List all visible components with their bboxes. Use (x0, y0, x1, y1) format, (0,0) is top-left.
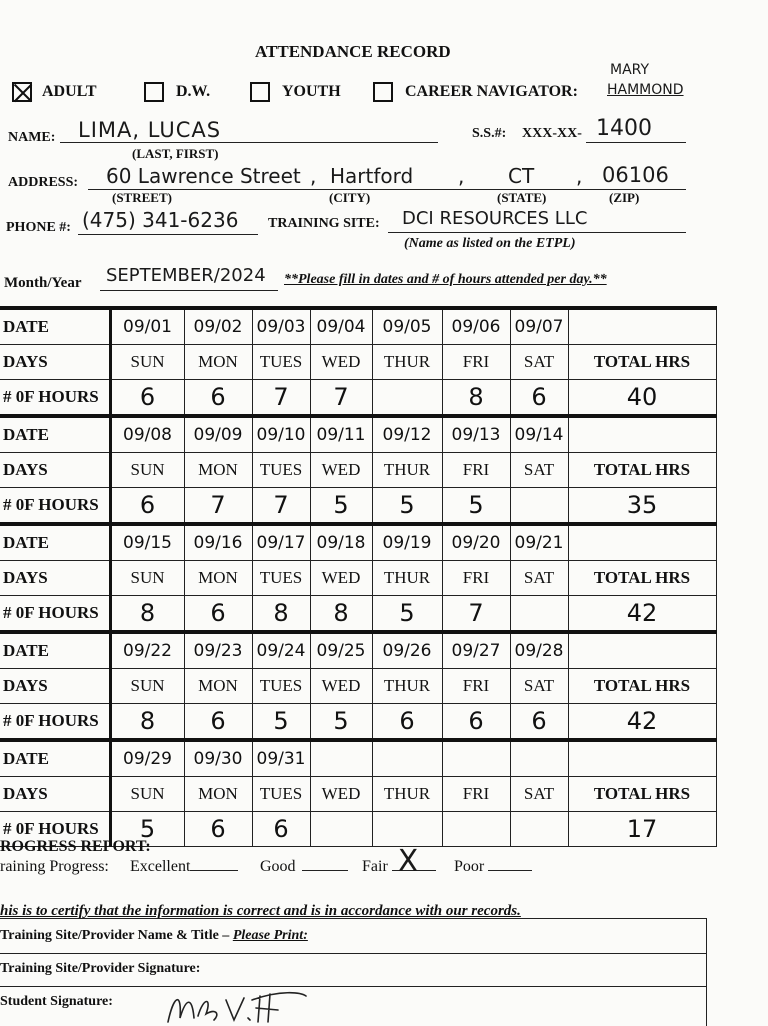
day-name-cell: FRI (442, 669, 510, 704)
day-name-cell: SAT (510, 345, 568, 380)
week-3-days-row (0, 561, 716, 596)
phone-value: (475) 341-6236 (82, 208, 239, 232)
week-1-hours-row (0, 380, 716, 417)
week-4-hours-row (0, 704, 716, 741)
hours-cell[interactable]: 6 (184, 596, 252, 633)
fair-selected-mark: X (397, 844, 419, 879)
dw-checkbox-group[interactable] (144, 82, 210, 102)
hours-cell[interactable]: 6 (184, 380, 252, 417)
day-name-cell: FRI (442, 561, 510, 596)
street-sublabel: (STREET) (112, 190, 172, 205)
day-name-cell: FRI (442, 453, 510, 488)
date-cell[interactable]: 09/27 (442, 632, 510, 669)
day-name-cell: TUES (252, 561, 310, 596)
progress-option-good[interactable] (260, 858, 348, 876)
date-row-label: DATE (0, 740, 110, 777)
date-row-label: DATE (0, 416, 110, 453)
week-3-date-row (0, 524, 716, 561)
days-row-label: DAYS (0, 561, 110, 596)
hours-cell[interactable]: 8 (310, 596, 372, 633)
name-field[interactable] (60, 116, 438, 143)
week-3-hours-row (0, 596, 716, 633)
ssn-field[interactable] (586, 116, 686, 143)
week-5-date-row (0, 740, 716, 777)
day-name-cell: SUN (110, 777, 184, 812)
hours-cell[interactable]: 6 (184, 704, 252, 741)
provider-signature-label: Training Site/Provider Signature: (0, 961, 201, 976)
hours-cell[interactable]: 6 (110, 380, 184, 417)
hours-cell[interactable]: 5 (110, 812, 184, 847)
week-total-hours-cell[interactable]: 42 (568, 704, 716, 741)
address-street: 60 Lawrence Street (106, 164, 301, 188)
date-cell[interactable]: 09/29 (110, 740, 184, 777)
day-name-cell: TUES (252, 345, 310, 380)
date-cell[interactable]: 09/25 (310, 632, 372, 669)
fair-label: Fair (362, 858, 388, 875)
address-field[interactable]: 60 Lawrence Street , Hartford , CT , 06106 (88, 163, 686, 190)
zip-sublabel: (ZIP) (609, 190, 640, 205)
hours-cell[interactable]: 7 (310, 380, 372, 417)
date-cell[interactable]: 09/22 (110, 632, 184, 669)
career-navigator-checkbox-group[interactable] (373, 82, 578, 102)
day-name-cell: SUN (110, 345, 184, 380)
date-cell[interactable]: 09/14 (510, 416, 568, 453)
day-name-cell: WED (310, 777, 372, 812)
date-total-blank-cell (568, 308, 716, 345)
hours-cell[interactable]: 6 (442, 704, 510, 741)
hours-cell[interactable]: 6 (252, 812, 310, 847)
date-total-blank-cell (568, 524, 716, 561)
day-name-cell: MON (184, 345, 252, 380)
page-title: ATTENDANCE RECORD (255, 42, 451, 61)
hours-cell[interactable]: 8 (110, 596, 184, 633)
date-cell[interactable]: 09/03 (252, 308, 310, 345)
student-signature-label: Student Signature: (0, 994, 113, 1009)
total-hrs-header: TOTAL HRS (568, 561, 716, 596)
ssn-prefix: XXX-XX- (522, 126, 582, 141)
date-cell[interactable]: 09/05 (372, 308, 442, 345)
attendance-table (0, 306, 717, 847)
week-total-hours-cell[interactable]: 35 (568, 488, 716, 525)
date-cell[interactable]: 09/06 (442, 308, 510, 345)
week-total-hours-cell[interactable]: 42 (568, 596, 716, 633)
day-name-cell: MON (184, 669, 252, 704)
day-name-cell: SAT (510, 561, 568, 596)
career-navigator-checkbox[interactable] (373, 82, 393, 102)
hours-cell[interactable]: 5 (372, 596, 442, 633)
youth-label: YOUTH (282, 82, 341, 100)
provider-name-title-field[interactable] (0, 918, 707, 954)
name-value: LIMA, LUCAS (78, 118, 222, 142)
hours-row-label: # 0F HOURS (0, 704, 110, 741)
address-label: ADDRESS: (8, 175, 79, 190)
progress-option-fair[interactable] (362, 844, 436, 879)
student-signature-field[interactable] (0, 986, 707, 1026)
date-cell[interactable]: 09/12 (372, 416, 442, 453)
training-site-sublabel: (Name as listed on the ETPL) (404, 236, 576, 251)
career-navigator-label: CAREER NAVIGATOR: (405, 82, 578, 100)
date-cell[interactable]: 09/24 (252, 632, 310, 669)
hours-cell[interactable]: 6 (372, 704, 442, 741)
month-year-field[interactable] (100, 264, 278, 291)
date-cell[interactable]: 09/07 (510, 308, 568, 345)
day-name-cell: WED (310, 345, 372, 380)
date-total-blank-cell (568, 740, 716, 777)
day-name-cell: MON (184, 777, 252, 812)
student-signature-scribble (160, 988, 310, 1026)
day-name-cell: SUN (110, 561, 184, 596)
date-cell[interactable]: 09/13 (442, 416, 510, 453)
provider-name-title-label: Training Site/Provider Name & Title – Please Print: (0, 928, 308, 943)
hours-cell[interactable] (372, 812, 442, 847)
day-name-cell: MON (184, 453, 252, 488)
address-state: CT (508, 164, 535, 188)
hours-row-label: # 0F HOURS (0, 812, 110, 847)
hours-cell[interactable]: 7 (442, 596, 510, 633)
ssn-value: 1400 (596, 116, 652, 141)
week-2-date-row (0, 416, 716, 453)
youth-checkbox-group[interactable] (250, 82, 341, 102)
date-cell[interactable] (510, 740, 568, 777)
hours-cell[interactable]: 6 (510, 704, 568, 741)
week-2-hours-row (0, 488, 716, 525)
date-cell[interactable]: 09/28 (510, 632, 568, 669)
dw-label: D.W. (176, 82, 211, 100)
date-cell[interactable] (372, 740, 442, 777)
week-4-date-row (0, 632, 716, 669)
hours-cell[interactable] (372, 380, 442, 417)
date-cell[interactable]: 09/09 (184, 416, 252, 453)
certification-statement: his is to certify that the information is correct and is in accordance with our records. (0, 903, 521, 919)
week-1-date-row (0, 308, 716, 345)
month-year-label: Month/Year (4, 275, 82, 291)
month-year-value: SEPTEMBER/2024 (106, 265, 266, 286)
address-zip: 06106 (602, 163, 669, 187)
hours-cell[interactable]: 6 (110, 488, 184, 525)
date-cell[interactable]: 09/01 (110, 308, 184, 345)
days-row-label: DAYS (0, 669, 110, 704)
day-name-cell: THUR (372, 453, 442, 488)
day-name-cell: TUES (252, 453, 310, 488)
hours-row-label: # 0F HOURS (0, 380, 110, 417)
hours-cell[interactable]: 5 (372, 488, 442, 525)
hours-row-label: # 0F HOURS (0, 488, 110, 525)
date-cell[interactable]: 09/30 (184, 740, 252, 777)
days-row-label: DAYS (0, 345, 110, 380)
address-city: Hartford (330, 164, 414, 188)
week-4-days-row (0, 669, 716, 704)
day-name-cell: SAT (510, 777, 568, 812)
hours-cell[interactable] (442, 812, 510, 847)
phone-label: PHONE #: (6, 220, 71, 235)
day-name-cell: SAT (510, 453, 568, 488)
hours-cell[interactable] (510, 812, 568, 847)
date-row-label: DATE (0, 632, 110, 669)
hours-cell[interactable]: 8 (110, 704, 184, 741)
date-cell[interactable]: 09/15 (110, 524, 184, 561)
date-cell[interactable]: 09/04 (310, 308, 372, 345)
hours-cell[interactable]: 8 (442, 380, 510, 417)
day-name-cell: SAT (510, 669, 568, 704)
progress-option-poor[interactable] (454, 858, 532, 876)
hours-cell[interactable] (310, 812, 372, 847)
date-row-label: DATE (0, 524, 110, 561)
provider-signature-field[interactable] (0, 952, 707, 987)
dw-checkbox[interactable] (144, 82, 164, 102)
hours-cell[interactable] (510, 488, 568, 525)
training-site-label: TRAINING SITE: (268, 216, 380, 231)
date-cell[interactable]: 09/10 (252, 416, 310, 453)
career-navigator-last-name: HAMMOND (607, 82, 684, 98)
week-5-days-row (0, 777, 716, 812)
good-label: Good (260, 858, 296, 875)
total-hrs-header: TOTAL HRS (568, 777, 716, 812)
hours-cell[interactable]: 7 (252, 488, 310, 525)
day-name-cell: THUR (372, 669, 442, 704)
day-name-cell: TUES (252, 669, 310, 704)
adult-checkbox[interactable] (12, 82, 32, 102)
day-name-cell: FRI (442, 345, 510, 380)
hours-cell[interactable] (510, 596, 568, 633)
day-name-cell: WED (310, 453, 372, 488)
hours-cell[interactable]: 6 (184, 812, 252, 847)
day-name-cell: SUN (110, 453, 184, 488)
date-cell[interactable] (310, 740, 372, 777)
hours-row-label: # 0F HOURS (0, 596, 110, 633)
day-name-cell: THUR (372, 561, 442, 596)
hours-cell[interactable]: 5 (310, 488, 372, 525)
training-site-value: DCI RESOURCES LLC (402, 208, 588, 229)
day-name-cell: WED (310, 561, 372, 596)
hours-cell[interactable]: 6 (510, 380, 568, 417)
day-name-cell: THUR (372, 777, 442, 812)
date-cell[interactable]: 09/18 (310, 524, 372, 561)
adult-label: ADULT (42, 82, 97, 100)
progress-report-heading: ROGRESS REPORT: (0, 838, 151, 855)
date-total-blank-cell (568, 416, 716, 453)
days-row-label: DAYS (0, 777, 110, 812)
date-cell[interactable]: 09/19 (372, 524, 442, 561)
date-cell[interactable]: 09/23 (184, 632, 252, 669)
career-navigator-first-name: MARY (610, 62, 650, 78)
adult-checkbox-group[interactable] (12, 82, 97, 102)
total-hrs-header: TOTAL HRS (568, 345, 716, 380)
date-cell[interactable]: 09/08 (110, 416, 184, 453)
days-row-label: DAYS (0, 453, 110, 488)
ssn-label: S.S.#: (472, 126, 507, 141)
week-total-hours-cell[interactable]: 17 (568, 812, 716, 847)
training-progress-label: raining Progress: (0, 858, 109, 875)
date-cell[interactable]: 09/17 (252, 524, 310, 561)
hours-cell[interactable]: 5 (310, 704, 372, 741)
name-label: NAME: (8, 130, 56, 145)
instructions: **Please fill in dates and # of hours attended per day.** (284, 272, 607, 287)
state-sublabel: (STATE) (497, 190, 547, 205)
date-cell[interactable] (442, 740, 510, 777)
phone-field[interactable] (78, 208, 258, 235)
youth-checkbox[interactable] (250, 82, 270, 102)
date-cell[interactable]: 09/21 (510, 524, 568, 561)
day-name-cell: FRI (442, 777, 510, 812)
total-hrs-header: TOTAL HRS (568, 669, 716, 704)
training-site-field[interactable] (388, 206, 686, 233)
date-total-blank-cell (568, 632, 716, 669)
hours-cell[interactable]: 5 (442, 488, 510, 525)
day-name-cell: MON (184, 561, 252, 596)
excellent-label: Excellent (130, 858, 191, 875)
date-cell[interactable]: 09/02 (184, 308, 252, 345)
date-cell[interactable]: 09/20 (442, 524, 510, 561)
hours-cell[interactable]: 7 (252, 380, 310, 417)
week-1-days-row (0, 345, 716, 380)
progress-option-excellent[interactable] (130, 858, 238, 876)
hours-cell[interactable]: 8 (252, 596, 310, 633)
day-name-cell: SUN (110, 669, 184, 704)
hours-cell[interactable]: 5 (252, 704, 310, 741)
day-name-cell: THUR (372, 345, 442, 380)
date-cell[interactable]: 09/26 (372, 632, 442, 669)
date-cell[interactable]: 09/11 (310, 416, 372, 453)
day-name-cell: TUES (252, 777, 310, 812)
date-cell[interactable]: 09/31 (252, 740, 310, 777)
poor-label: Poor (454, 858, 485, 875)
name-sublabel: (LAST, FIRST) (132, 146, 219, 161)
total-hrs-header: TOTAL HRS (568, 453, 716, 488)
day-name-cell: WED (310, 669, 372, 704)
date-cell[interactable]: 09/16 (184, 524, 252, 561)
week-2-days-row (0, 453, 716, 488)
week-total-hours-cell[interactable]: 40 (568, 380, 716, 417)
city-sublabel: (CITY) (329, 190, 371, 205)
date-row-label: DATE (0, 308, 110, 345)
hours-cell[interactable]: 7 (184, 488, 252, 525)
